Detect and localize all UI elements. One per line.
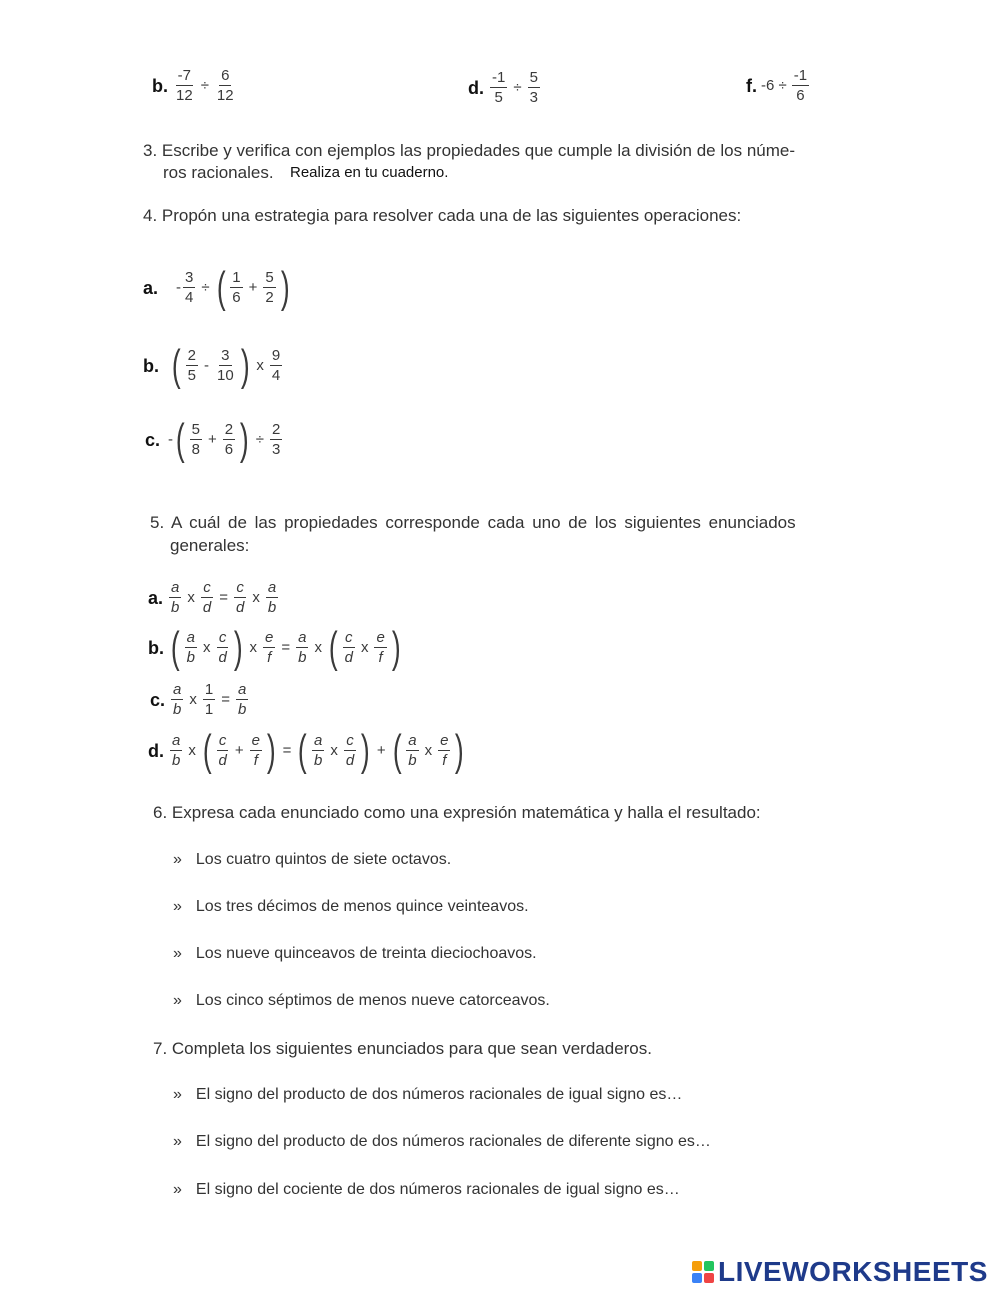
- fraction: [312, 733, 324, 768]
- denominator: b: [408, 752, 417, 770]
- sign: -: [176, 279, 182, 297]
- right-paren: ): [266, 726, 276, 775]
- list-item-text: El signo del producto de dos números racionales de igual signo es…: [195, 1086, 683, 1103]
- denominator: b: [267, 599, 277, 616]
- numerator: c: [218, 732, 227, 750]
- numerator: a: [408, 732, 417, 750]
- operator: ÷: [201, 279, 210, 297]
- left-paren: (: [202, 726, 212, 775]
- fraction: $\frac{5}{3}$: [529, 69, 538, 106]
- operator: +: [208, 431, 217, 449]
- list-item: [173, 1133, 711, 1151]
- fraction: $\frac{3}{10}$: [217, 347, 234, 385]
- sign: -: [168, 431, 174, 449]
- numerator: a: [314, 732, 323, 750]
- exercise-2f: [746, 68, 811, 103]
- numerator: a: [298, 629, 307, 647]
- exercise-2d: [468, 70, 542, 105]
- right-paren: ): [233, 623, 243, 672]
- fraction: [203, 682, 215, 717]
- list-item: [173, 851, 451, 869]
- item-label: b.: [148, 637, 164, 658]
- exercise-4a: [143, 263, 292, 312]
- left-paren: (: [298, 726, 308, 775]
- question-5-line2: generales:: [170, 536, 250, 555]
- fraction: $\frac{2}{6}$: [224, 421, 234, 459]
- logo-square: [704, 1273, 714, 1283]
- denominator: d: [202, 599, 212, 616]
- fraction: [343, 630, 355, 665]
- operator: x: [203, 639, 211, 657]
- denominator: d: [235, 599, 245, 616]
- right-paren: ): [280, 263, 290, 312]
- denominator: f: [442, 752, 447, 770]
- list-item: [173, 1086, 682, 1104]
- liveworksheets-logo-icon: [692, 1261, 714, 1283]
- operator: x: [187, 589, 195, 606]
- question-3-answer: Realiza en tu cuaderno.: [290, 164, 449, 181]
- liveworksheets-logo[interactable]: [692, 1256, 988, 1288]
- denominator: f: [267, 649, 272, 667]
- bullet-mark: »: [173, 1086, 182, 1103]
- fraction: [236, 682, 248, 717]
- item-label: a.: [148, 587, 164, 608]
- list-item: [173, 898, 529, 916]
- list-item-text: El signo del cociente de dos números racionales de igual signo es…: [195, 1181, 680, 1198]
- right-paren: ): [391, 623, 401, 672]
- bullet-mark: »: [173, 1133, 182, 1150]
- fraction: [217, 733, 229, 768]
- right-paren: ): [240, 415, 249, 464]
- fraction: $\frac{6}{12}$: [216, 67, 234, 104]
- denominator: b: [171, 599, 180, 616]
- denominator: b: [298, 649, 307, 667]
- question-3-line1: 3. Escribe y verifica con ejemplos las propiedades que cumple la división de los núme-: [143, 141, 796, 160]
- fraction: $\frac{1}{6}$: [232, 269, 241, 307]
- operator: x: [188, 742, 196, 760]
- exercise-2b: [152, 68, 238, 103]
- bullet-mark: »: [173, 945, 182, 962]
- question-4-text: 4. Propón una estrategia para resolver cada una de las siguientes operaciones:: [143, 206, 742, 225]
- operator: +: [248, 279, 258, 297]
- formula-5c: [150, 682, 250, 717]
- formula-5b: [148, 623, 403, 672]
- list-item-text: Los tres décimos de menos quince veinteavos.: [195, 898, 529, 915]
- fraction: [374, 630, 386, 665]
- question-7-text: 7. Completa los siguientes enunciados para que sean verdaderos.: [153, 1039, 652, 1058]
- fraction: [169, 580, 181, 615]
- operator: x: [189, 691, 197, 708]
- fraction: [171, 682, 183, 717]
- numerator: a: [171, 579, 180, 596]
- fraction: [344, 733, 356, 768]
- numerator: e: [376, 629, 385, 647]
- left-paren: (: [392, 726, 402, 775]
- logo-square: [692, 1261, 702, 1271]
- numerator: e: [440, 732, 449, 750]
- denominator: b: [173, 701, 182, 718]
- operator: x: [330, 742, 338, 760]
- fraction: $\frac{9}{4}$: [271, 347, 281, 385]
- operator: +: [234, 742, 244, 760]
- right-paren: ): [240, 341, 250, 390]
- numerator: a: [267, 579, 277, 596]
- fraction: $\frac{-1}{6}$: [793, 67, 808, 104]
- fraction: [266, 580, 278, 615]
- numerator: c: [346, 732, 354, 750]
- fraction: [201, 580, 213, 615]
- bullet-mark: »: [173, 992, 182, 1009]
- item-label: f.: [746, 75, 757, 96]
- denominator: f: [253, 752, 258, 770]
- denominator: d: [345, 752, 355, 770]
- operator: x: [249, 639, 257, 657]
- logo-text: LIVEWORKSHEETS: [718, 1256, 988, 1287]
- operator: -: [204, 357, 209, 375]
- numerator: c: [218, 629, 227, 647]
- item-label: d.: [468, 77, 484, 98]
- fraction: $\frac{2}{3}$: [272, 421, 281, 459]
- fraction: [263, 630, 275, 665]
- left-paren: (: [175, 415, 185, 464]
- denominator: d: [344, 649, 353, 667]
- fraction: $\frac{5}{8}$: [191, 421, 201, 459]
- fraction: [406, 733, 418, 768]
- fraction: $\frac{2}{5}$: [187, 347, 196, 385]
- list-item: [173, 945, 537, 963]
- logo-square: [692, 1273, 702, 1283]
- left-paren: (: [170, 623, 180, 672]
- bullet-mark: »: [173, 851, 182, 868]
- operator: +: [376, 742, 386, 760]
- operator: x: [252, 589, 260, 606]
- operator: x: [424, 742, 433, 760]
- operator: x: [360, 639, 369, 657]
- list-item-text: El signo del producto de dos números racionales de diferente signo es…: [195, 1133, 711, 1150]
- denominator: b: [237, 701, 247, 718]
- leading-term: -6 ÷: [761, 77, 787, 94]
- formula-5d: [148, 726, 467, 775]
- item-label: a.: [143, 277, 159, 298]
- operator: ÷: [255, 431, 265, 449]
- left-paren: (: [171, 341, 181, 390]
- fraction: [217, 630, 229, 665]
- question-3-line2: ros racionales.: [163, 163, 274, 182]
- numerator: c: [345, 629, 353, 647]
- item-label: b.: [143, 355, 159, 376]
- operator: ÷: [200, 77, 209, 94]
- numerator: a: [237, 681, 247, 698]
- operator: =: [281, 639, 291, 657]
- numerator: c: [236, 579, 244, 596]
- item-label: d.: [148, 740, 164, 761]
- numerator: a: [173, 681, 182, 698]
- question-6-text: 6. Expresa cada enunciado como una expresión matemática y halla el resultado:: [153, 803, 761, 822]
- item-label: b.: [152, 75, 168, 96]
- operator: =: [282, 742, 292, 760]
- fraction: $\frac{5}{2}$: [265, 269, 274, 307]
- bullet-mark: »: [173, 898, 182, 915]
- item-label: c.: [150, 689, 166, 710]
- denominator: d: [218, 649, 227, 667]
- list-item-text: Los cuatro quintos de siete octavos.: [195, 851, 452, 868]
- operator: =: [219, 589, 228, 606]
- numerator: 1: [204, 681, 214, 698]
- numerator: e: [251, 732, 260, 750]
- operator: =: [221, 691, 230, 708]
- denominator: 1: [204, 701, 214, 718]
- bullet-mark: »: [173, 1181, 182, 1198]
- denominator: b: [186, 649, 195, 667]
- denominator: b: [314, 752, 323, 770]
- fraction: [170, 733, 182, 768]
- item-label: c.: [145, 429, 161, 450]
- list-item: [173, 992, 550, 1010]
- fraction: $\frac{-7}{12}$: [176, 67, 193, 104]
- right-paren: ): [361, 726, 370, 775]
- fraction: [296, 630, 308, 665]
- fraction: [234, 580, 246, 615]
- logo-square: [704, 1261, 714, 1271]
- formula-5a: [148, 580, 280, 615]
- fraction: [250, 733, 262, 768]
- numerator: c: [203, 579, 211, 596]
- list-item-text: Los cinco séptimos de menos nueve catorceavos.: [195, 992, 550, 1009]
- numerator: a: [186, 629, 195, 647]
- left-paren: (: [216, 263, 226, 312]
- fraction: $\frac{-1}{5}$: [492, 69, 506, 106]
- numerator: e: [265, 629, 274, 647]
- list-item-text: Los nueve quinceavos de treinta dieciochoavos.: [195, 945, 537, 962]
- fraction: $\frac{3}{4}$: [185, 269, 194, 307]
- operator: ÷: [513, 79, 522, 96]
- operator: x: [314, 639, 322, 657]
- operator: x: [256, 357, 264, 375]
- exercise-4b: [143, 341, 284, 390]
- denominator: b: [172, 752, 181, 770]
- question-5-line1: 5. A cuál de las propiedades corresponde cada uno de los siguientes enunciados: [150, 513, 796, 532]
- right-paren: ): [455, 726, 465, 775]
- denominator: d: [218, 752, 227, 770]
- numerator: a: [172, 732, 181, 750]
- exercise-4c: [145, 415, 284, 464]
- list-item: [173, 1181, 680, 1199]
- fraction: [185, 630, 197, 665]
- fraction: [438, 733, 450, 768]
- left-paren: (: [328, 623, 338, 672]
- denominator: f: [378, 649, 383, 667]
